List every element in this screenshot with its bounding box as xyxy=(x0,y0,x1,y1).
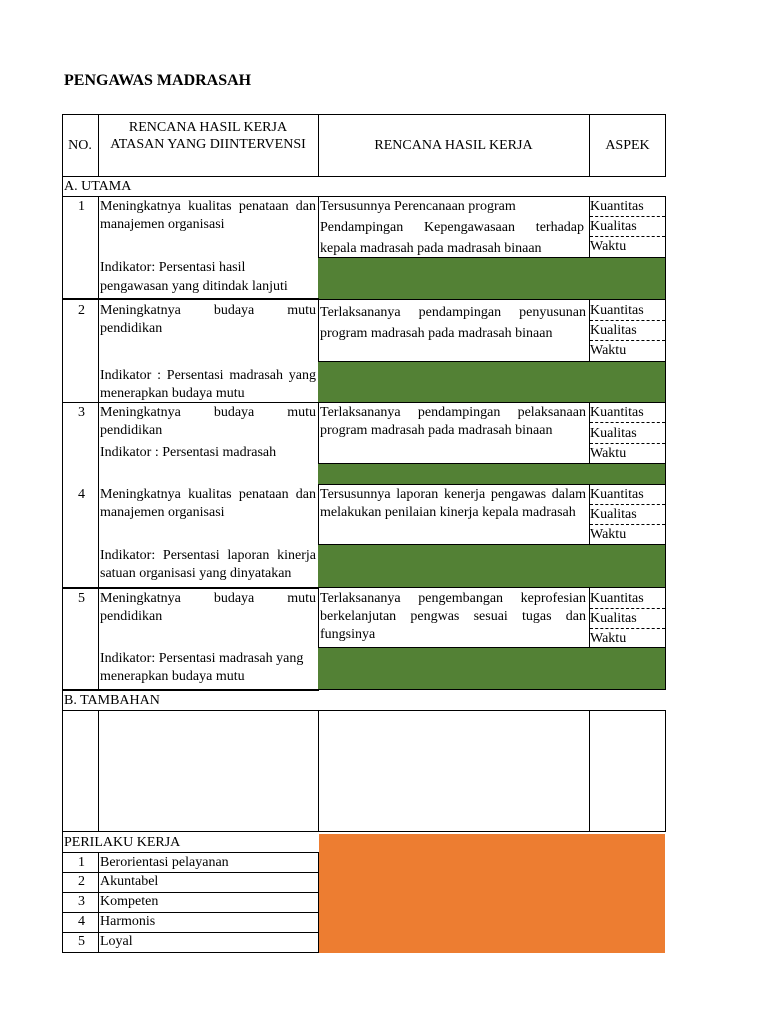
row-5-rhk: Terlaksananya pengembangan keprofesian berkelanjutan pengwas sesuai tugas dan fungsinya xyxy=(320,591,586,642)
row-4-kuantitas: Kuantitas xyxy=(590,486,665,505)
row-3-waktu: Waktu xyxy=(590,446,627,461)
row-2-indikator: Indikator : Persentasi madrasah yang menerapkan budaya mutu xyxy=(100,368,316,401)
row-1-no: 1 xyxy=(78,199,85,214)
row-3-kualitas: Kualitas xyxy=(590,425,665,444)
row-2-atasan: Meningkatnya budaya mutu pendidikan xyxy=(100,303,316,336)
perilaku-3-label: Kompeten xyxy=(100,894,159,909)
row-2-green-block xyxy=(318,362,665,402)
row-2-no: 2 xyxy=(78,303,85,318)
section-tambahan: B. TAMBAHAN xyxy=(64,693,160,708)
row-1-waktu: Waktu xyxy=(590,239,627,254)
header-aspek: ASPEK xyxy=(605,138,650,153)
section-utama: A. UTAMA xyxy=(64,179,132,194)
row-4-waktu: Waktu xyxy=(590,527,627,542)
row-1-kualitas: Kualitas xyxy=(590,218,665,237)
row-2-rhk: Terlaksananya pendampingan penyusunan program madrasah pada madrasah binaan xyxy=(320,305,586,341)
perilaku-4-no: 4 xyxy=(78,914,85,929)
perilaku-2-no: 2 xyxy=(78,874,85,889)
perilaku-4-label: Harmonis xyxy=(100,914,156,929)
row-4-atasan: Meningkatnya kualitas penataan dan manajemen organisasi xyxy=(100,487,316,520)
perilaku-2-label: Akuntabel xyxy=(100,874,159,889)
row-5-kuantitas: Kuantitas xyxy=(590,590,665,609)
row-1-kuantitas: Kuantitas xyxy=(590,198,665,217)
row-2-kuantitas: Kuantitas xyxy=(590,302,665,321)
perilaku-1-label: Berorientasi pelayanan xyxy=(100,855,229,870)
perilaku-1-no: 1 xyxy=(78,855,85,870)
row-1-atasan: Meningkatnya kualitas penataan dan manajemen organisasi xyxy=(100,199,316,232)
row-1-rhk-line-2: Pendampingan Kepengawasaan terhadap xyxy=(320,220,584,235)
row-1-rhk-line-1: Tersusunnya Perencanaan program xyxy=(320,199,516,214)
row-5-no: 5 xyxy=(78,591,85,606)
header-no: NO. xyxy=(68,138,92,153)
perilaku-title: PERILAKU KERJA xyxy=(64,835,181,850)
row-5-indikator: Indikator: Persentasi madrasah yang menerapkan budaya mutu xyxy=(100,651,304,684)
row-4-no: 4 xyxy=(78,487,85,502)
row-5-green-block xyxy=(318,648,665,689)
row-1-indikator: Indikator: Persentasi hasil pengawasan yang ditindak lanjuti xyxy=(100,260,288,294)
tambahan-empty-row xyxy=(63,711,665,831)
row-3-atasan: Meningkatnya budaya mutu pendidikan xyxy=(100,405,316,438)
header-rhk-atasan: RENCANA HASIL KERJA ATASAN YANG DIINTERVENSI xyxy=(110,120,306,152)
perilaku-5-label: Loyal xyxy=(100,934,133,949)
row-1-green-block xyxy=(318,258,665,299)
row-2-kualitas: Kualitas xyxy=(590,322,665,341)
row-5-kualitas: Kualitas xyxy=(590,610,665,629)
row-3-green-block xyxy=(318,464,665,484)
row-4-rhk: Tersusunnya laporan kenerja pengawas dalam melakukan penilaian kinerja kepala madrasah xyxy=(320,487,586,520)
perilaku-5-no: 5 xyxy=(78,934,85,949)
row-3-kuantitas: Kuantitas xyxy=(590,404,665,423)
row-3-indikator: Indikator : Persentasi madrasah xyxy=(100,445,277,460)
row-4-indikator: Indikator: Persentasi laporan kinerja satuan organisasi yang dinyatakan xyxy=(100,548,316,581)
perilaku-orange-block xyxy=(319,834,665,953)
row-3-rhk: Terlaksananya pendampingan pelaksanaan program madrasah pada madrasah binaan xyxy=(320,405,586,438)
row-2-waktu: Waktu xyxy=(590,343,627,358)
row-4-green-block xyxy=(318,545,665,587)
header-rhk: RENCANA HASIL KERJA xyxy=(374,138,533,153)
perilaku-3-no: 3 xyxy=(78,894,85,909)
row-5-atasan: Meningkatnya budaya mutu pendidikan xyxy=(100,591,316,624)
page-title: PENGAWAS MADRASAH xyxy=(64,72,252,89)
row-3-no: 3 xyxy=(78,405,85,420)
row-1-rhk-line-3: kepala madrasah pada madrasah binaan xyxy=(320,241,542,256)
row-4-kualitas: Kualitas xyxy=(590,506,665,525)
row-5-waktu: Waktu xyxy=(590,631,627,646)
